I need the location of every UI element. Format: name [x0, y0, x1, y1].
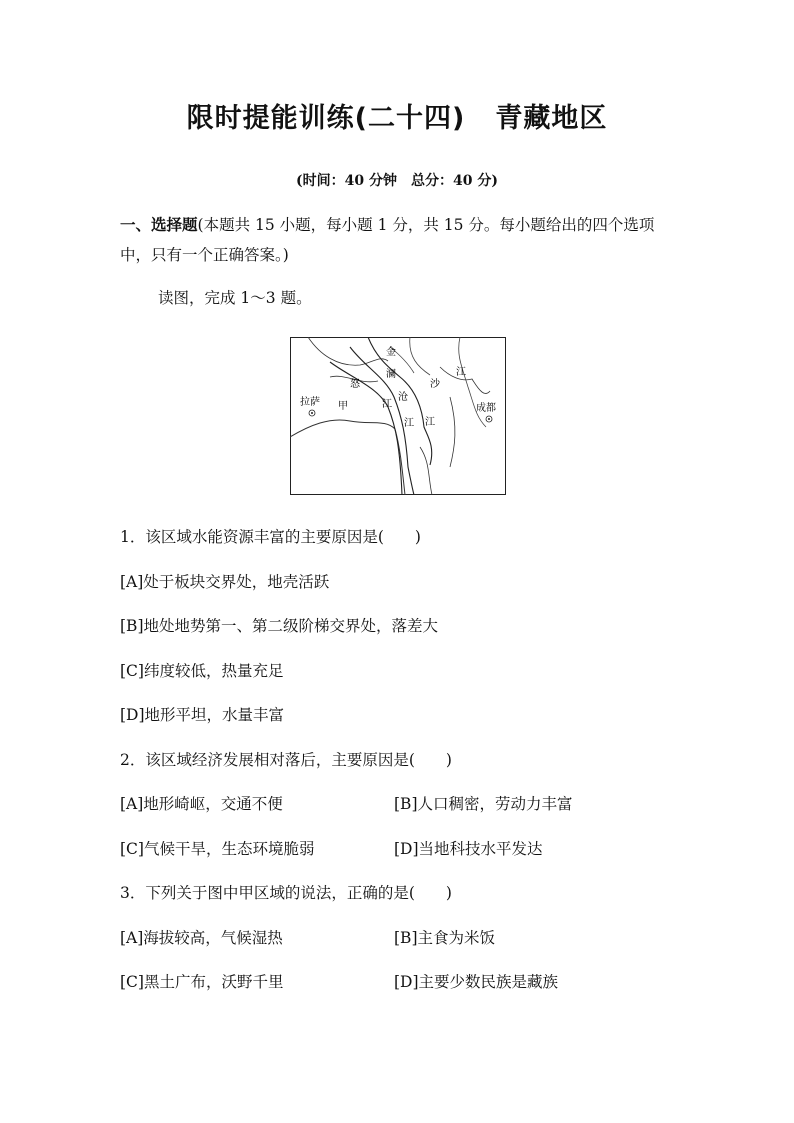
- title-main: 限时提能训练(二十四): [186, 103, 466, 134]
- q1-option-c: [C]纬度较低，热量充足: [120, 662, 284, 680]
- title-sub: 青藏地区: [495, 103, 608, 134]
- map-label-cang: 沧: [398, 392, 408, 403]
- map-label-jin: 金: [386, 347, 396, 358]
- region-map: [290, 337, 506, 495]
- time-info: (时间：40 分钟 总分：40 分): [296, 173, 498, 189]
- q3-option-a: [A]海拔较高，气候湿热: [120, 929, 283, 947]
- map-label-nu: 怒: [350, 379, 360, 390]
- section-heading: 一、选择题: [120, 216, 198, 234]
- q3-option-d: [D]主要少数民族是藏族: [394, 973, 559, 991]
- q2-option-c: [C]气候干旱，生态环境脆弱: [120, 840, 315, 858]
- map-label-jiang-nu: 江: [382, 399, 392, 410]
- q2-option-b: [B]人口稠密，劳动力丰富: [394, 795, 573, 813]
- map-label-lan: 澜: [386, 369, 396, 380]
- q1-option-d: [D]地形平坦，水量丰富: [120, 706, 285, 724]
- map-label-lhasa: 拉萨: [300, 397, 320, 408]
- map-label-sha: 沙: [430, 379, 440, 390]
- q3-option-c: [C]黑土广布，沃野千里: [120, 973, 284, 991]
- q2-option-a: [A]地形崎岖，交通不便: [120, 795, 283, 813]
- question-1-stem: 1．该区域水能资源丰富的主要原因是( ): [120, 528, 421, 546]
- question-intro: 读图，完成 1～3 题。: [158, 289, 312, 307]
- question-2-stem: 2．该区域经济发展相对落后，主要原因是( ): [120, 751, 452, 769]
- map-label-jiang-jinsha-lower: 江: [425, 417, 435, 428]
- q1-option-b: [B]地处地势第一、第二级阶梯交界处，落差大: [120, 617, 438, 635]
- section-text: (本题共 15 小题，每小题 1 分，共 15 分。每小题给出的四个选项中，只有一个正确答案。): [120, 216, 655, 264]
- map-label-jia: 甲: [338, 401, 348, 412]
- q2-option-d: [D]当地科技水平发达: [394, 840, 543, 858]
- page-title: [0, 96, 794, 135]
- q1-option-a: [A]处于板块交界处，地壳活跃: [120, 573, 330, 591]
- map-label-jiang-jinsha: 江: [456, 367, 466, 378]
- map-label-jiang-lancang: 江: [404, 418, 414, 429]
- q3-option-b: [B]主食为米饭: [394, 929, 495, 947]
- map-label-chengdu: 成都: [476, 403, 496, 414]
- question-3-stem: 3．下列关于图中甲区域的说法，正确的是( ): [120, 884, 452, 902]
- section-intro: [120, 210, 680, 270]
